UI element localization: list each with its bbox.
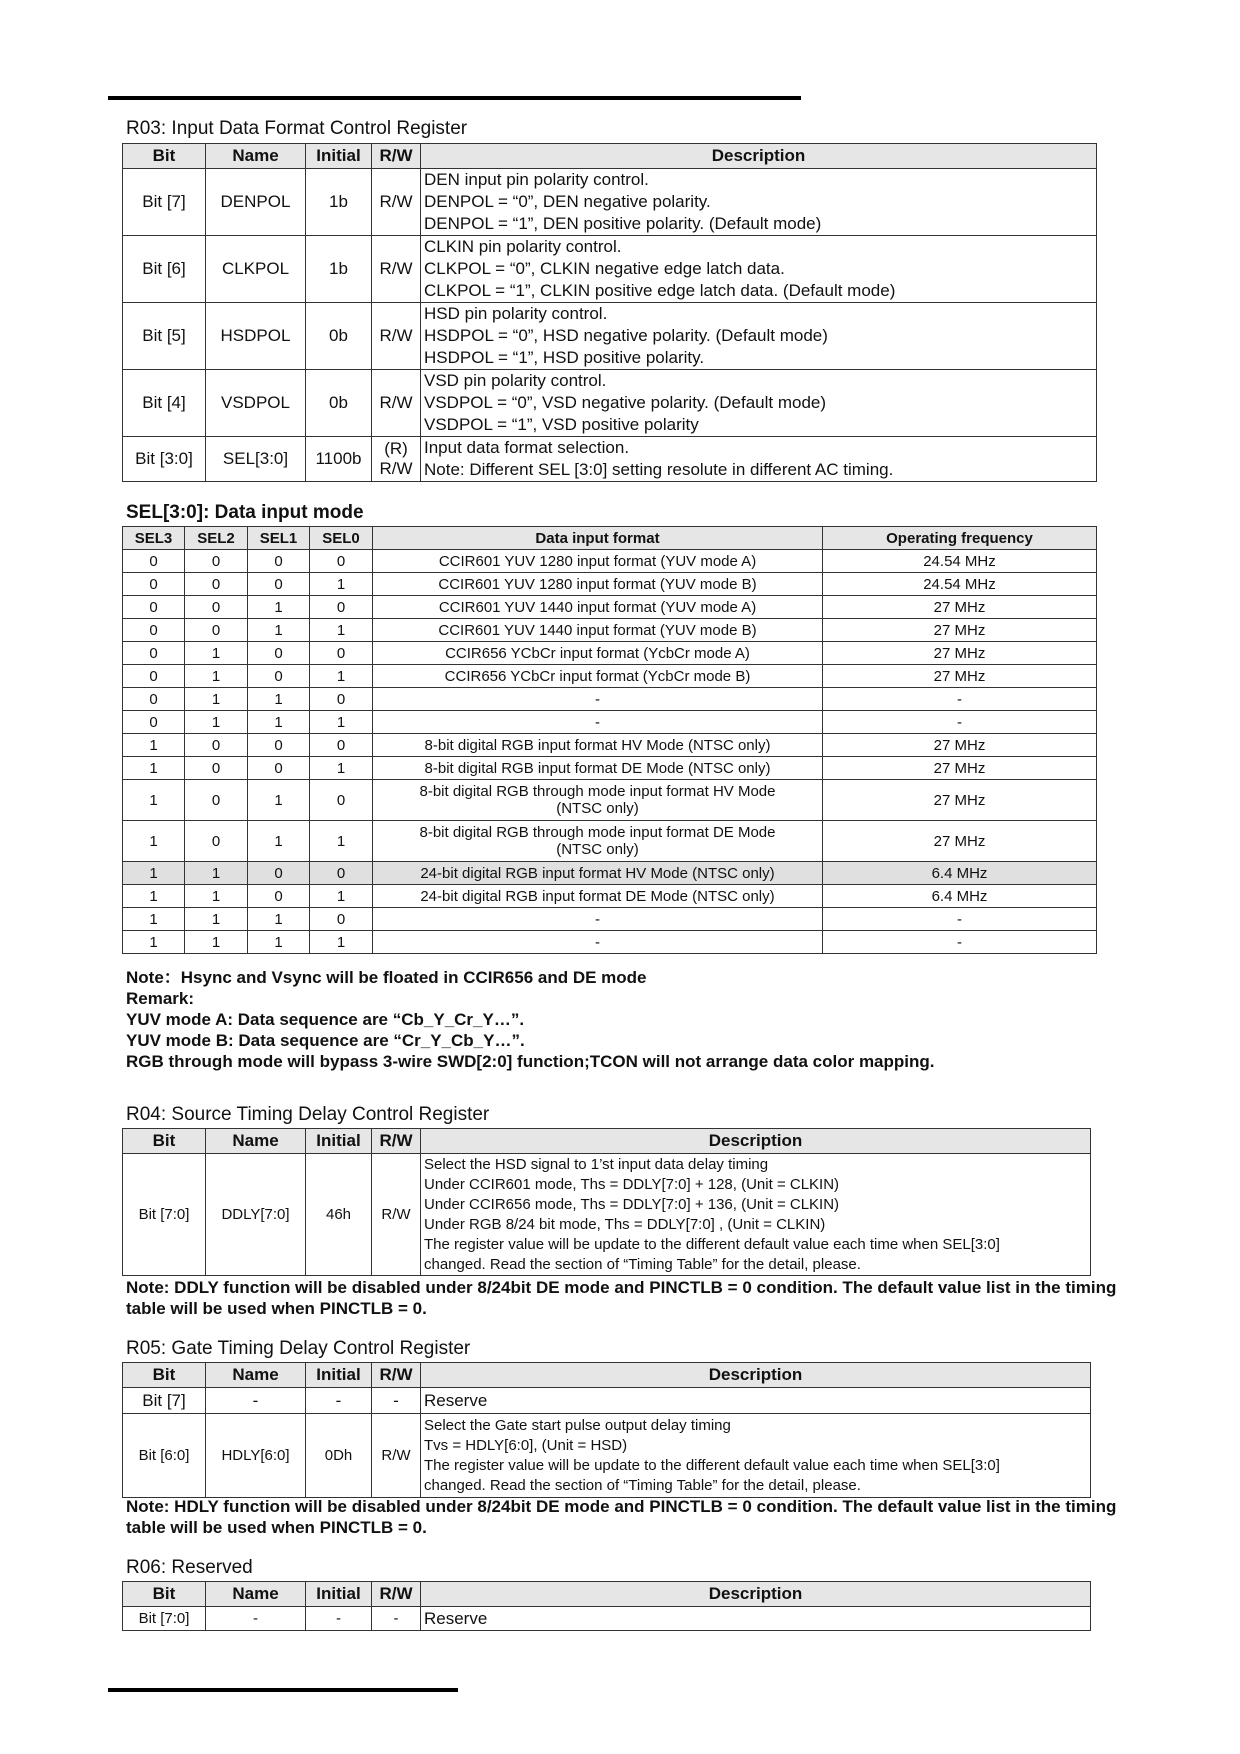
- cell-operating-frequency: -: [823, 688, 1097, 711]
- cell-operating-frequency: 6.4 MHz: [823, 885, 1097, 908]
- cell-sel0: 0: [310, 688, 373, 711]
- cell-sel0: 0: [310, 596, 373, 619]
- cell-sel3: 0: [123, 550, 185, 573]
- cell-sel3: 1: [123, 734, 185, 757]
- cell-bit: Bit [6:0]: [123, 1414, 206, 1498]
- cell-sel1: 1: [248, 596, 310, 619]
- cell-bit: Bit [7:0]: [123, 1154, 206, 1276]
- cell-bit: Bit [3:0]: [123, 437, 206, 482]
- cell-description-line: DEN input pin polarity control.: [424, 170, 649, 189]
- sel-row: [123, 619, 1097, 642]
- cell-description-line: HSD pin polarity control.: [424, 304, 608, 323]
- cell-sel0: 1: [310, 821, 373, 862]
- cell-data-input-format-line: -: [595, 713, 600, 731]
- cell-operating-frequency: -: [823, 711, 1097, 734]
- cell-data-input-format-line: CCIR601 YUV 1280 input format (YUV mode A): [438, 552, 757, 570]
- register-row: [123, 1154, 1091, 1276]
- sel-table: [122, 526, 1097, 954]
- header-name: Name: [206, 144, 306, 169]
- cell-sel0: 0: [310, 734, 373, 757]
- r04-note: [126, 1277, 1146, 1319]
- cell-data-input-format-line: (NTSC only): [556, 841, 639, 858]
- header-rw: R/W: [372, 144, 421, 169]
- cell-data-input-format-line: 24-bit digital RGB input format DE Mode (NTSC only): [420, 887, 775, 905]
- cell-description: [421, 1154, 1091, 1276]
- cell-operating-frequency: 27 MHz: [823, 734, 1097, 757]
- sel-row: [123, 862, 1097, 885]
- cell-data-input-format-line: 8-bit digital RGB input format HV Mode (NTSC only): [424, 736, 771, 754]
- register-row: [123, 370, 1097, 437]
- cell-rw: R/W: [372, 1414, 421, 1498]
- cell-data-input-format: [373, 780, 823, 821]
- cell-sel1: 0: [248, 757, 310, 780]
- cell-sel3: 1: [123, 862, 185, 885]
- cell-sel1: 1: [248, 780, 310, 821]
- cell-sel1: 1: [248, 931, 310, 954]
- cell-description: [421, 236, 1097, 303]
- cell-data-input-format-line: -: [595, 933, 600, 951]
- cell-data-input-format: [373, 642, 823, 665]
- sel-title: SEL[3:0]: Data input mode: [126, 502, 364, 523]
- cell-data-input-format-line: 8-bit digital RGB through mode input format DE Mode: [419, 824, 776, 841]
- cell-data-input-format-line: 8-bit digital RGB input format DE Mode (NTSC only): [424, 759, 771, 777]
- cell-sel2: 1: [185, 908, 248, 931]
- cell-data-input-format-line: (NTSC only): [556, 800, 639, 817]
- header-initial: Initial: [306, 1363, 372, 1388]
- header-initial: Initial: [306, 1582, 372, 1607]
- cell-operating-frequency: 24.54 MHz: [823, 573, 1097, 596]
- cell-sel1: 1: [248, 711, 310, 734]
- cell-operating-frequency: 27 MHz: [823, 596, 1097, 619]
- cell-sel2: 0: [185, 757, 248, 780]
- register-row: [123, 169, 1097, 236]
- cell-operating-frequency: -: [823, 931, 1097, 954]
- header-sel3: SEL3: [123, 527, 185, 550]
- sel-row: [123, 665, 1097, 688]
- r05-note: [126, 1496, 1146, 1538]
- cell-initial: 0Dh: [306, 1414, 372, 1498]
- cell-description-line: Input data format selection.: [424, 438, 630, 457]
- header-bit: Bit: [123, 1129, 206, 1154]
- cell-data-input-format-line: 24-bit digital RGB input format HV Mode (NTSC only): [420, 864, 775, 882]
- sel-row: [123, 757, 1097, 780]
- cell-data-input-format: [373, 757, 823, 780]
- r05-note-text: Note: HDLY function will be disabled under 8/24bit DE mode and PINCTLB = 0 condition. The default value list in the timing table will be used when PINCTLB = 0.: [126, 1497, 1117, 1537]
- cell-description-line: changed. Read the section of “Timing Table” for the detail, please.: [424, 1255, 861, 1273]
- cell-sel2: 1: [185, 642, 248, 665]
- r04-table: [122, 1128, 1091, 1276]
- cell-sel1: 1: [248, 688, 310, 711]
- cell-sel3: 0: [123, 596, 185, 619]
- cell-sel0: 1: [310, 711, 373, 734]
- cell-sel0: 0: [310, 642, 373, 665]
- sel-row: [123, 573, 1097, 596]
- cell-sel1: 0: [248, 734, 310, 757]
- top-rule: [108, 96, 801, 100]
- cell-operating-frequency: -: [823, 908, 1097, 931]
- r05-table: [122, 1362, 1091, 1498]
- cell-description-line: Select the Gate start pulse output delay timing: [424, 1416, 731, 1434]
- sel-row: [123, 550, 1097, 573]
- cell-bit: Bit [4]: [123, 370, 206, 437]
- cell-description-line: Tvs = HDLY[6:0], (Unit = HSD): [424, 1436, 628, 1454]
- cell-data-input-format: [373, 908, 823, 931]
- register-row: [123, 1388, 1091, 1414]
- r04-note-text: Note: DDLY function will be disabled under 8/24bit DE mode and PINCTLB = 0 condition. The default value list in the timing table will be used when PINCTLB = 0.: [126, 1278, 1117, 1318]
- cell-sel1: 0: [248, 550, 310, 573]
- cell-rw: R/W: [372, 169, 421, 236]
- register-row: [123, 236, 1097, 303]
- sel-row: [123, 688, 1097, 711]
- register-row: [123, 437, 1097, 482]
- cell-rw: -: [372, 1388, 421, 1414]
- cell-sel0: 1: [310, 885, 373, 908]
- header-description: Description: [421, 144, 1097, 169]
- cell-rw: R/W: [372, 1154, 421, 1276]
- cell-sel0: 1: [310, 931, 373, 954]
- cell-sel3: 0: [123, 711, 185, 734]
- cell-data-input-format-line: CCIR656 YCbCr input format (YcbCr mode A): [445, 644, 750, 662]
- cell-sel2: 1: [185, 931, 248, 954]
- cell-sel3: 1: [123, 821, 185, 862]
- cell-data-input-format-line: CCIR601 YUV 1280 input format (YUV mode B): [438, 575, 757, 593]
- cell-data-input-format-line: CCIR601 YUV 1440 input format (YUV mode A): [438, 598, 757, 616]
- header-bit: Bit: [123, 1363, 206, 1388]
- cell-description-line: Note: Different SEL [3:0] setting resolute in different AC timing.: [424, 460, 894, 479]
- cell-name: -: [206, 1607, 306, 1631]
- cell-description-line: VSDPOL = “0”, VSD negative polarity. (Default mode): [424, 393, 827, 412]
- header-rw: R/W: [372, 1363, 421, 1388]
- cell-description-line: CLKIN pin polarity control.: [424, 237, 622, 256]
- cell-sel3: 1: [123, 757, 185, 780]
- cell-description-line: VSDPOL = “1”, VSD positive polarity: [424, 415, 699, 434]
- cell-sel3: 1: [123, 908, 185, 931]
- sel-row: [123, 821, 1097, 862]
- cell-sel1: 0: [248, 862, 310, 885]
- cell-name: DDLY[7:0]: [206, 1154, 306, 1276]
- cell-sel2: 1: [185, 711, 248, 734]
- header-name: Name: [206, 1582, 306, 1607]
- cell-operating-frequency: 27 MHz: [823, 821, 1097, 862]
- cell-sel1: 1: [248, 821, 310, 862]
- cell-sel0: 1: [310, 573, 373, 596]
- header-sel2: SEL2: [185, 527, 248, 550]
- r05-title: R05: Gate Timing Delay Control Register: [126, 1338, 471, 1359]
- cell-data-input-format: [373, 550, 823, 573]
- cell-description: [421, 169, 1097, 236]
- bottom-rule: [108, 1688, 458, 1692]
- sel-row: [123, 596, 1097, 619]
- cell-sel1: 0: [248, 642, 310, 665]
- cell-bit: Bit [7]: [123, 169, 206, 236]
- cell-description-line: The register value will be update to the different default value each time when SEL[3:0]: [424, 1235, 1000, 1253]
- cell-operating-frequency: 27 MHz: [823, 642, 1097, 665]
- cell-name: SEL[3:0]: [206, 437, 306, 482]
- cell-description: [421, 1414, 1091, 1498]
- sel-notes: [126, 967, 935, 1072]
- cell-sel2: 1: [185, 885, 248, 908]
- cell-data-input-format-line: 8-bit digital RGB through mode input format HV Mode: [419, 783, 776, 800]
- r03-title: R03: Input Data Format Control Register: [126, 118, 468, 139]
- sel-row: [123, 885, 1097, 908]
- note-line: RGB through mode will bypass 3-wire SWD[2:0] function;TCON will not arrange data color mapping.: [126, 1052, 935, 1071]
- cell-sel2: 0: [185, 780, 248, 821]
- r03-table: [122, 143, 1097, 482]
- cell-data-input-format: [373, 862, 823, 885]
- cell-rw: [372, 437, 421, 482]
- cell-sel2: 0: [185, 573, 248, 596]
- cell-name: HSDPOL: [206, 303, 306, 370]
- r06-title: R06: Reserved: [126, 1557, 253, 1578]
- cell-initial: 0b: [306, 303, 372, 370]
- cell-description-line: Reserve: [424, 1390, 488, 1410]
- cell-sel0: 1: [310, 665, 373, 688]
- cell-data-input-format-line: CCIR656 YCbCr input format (YcbCr mode B): [444, 667, 751, 685]
- cell-rw: R/W: [372, 370, 421, 437]
- cell-data-input-format: [373, 619, 823, 642]
- cell-operating-frequency: 27 MHz: [823, 619, 1097, 642]
- header-bit: Bit: [123, 144, 206, 169]
- cell-name: -: [206, 1388, 306, 1414]
- header-description: Description: [421, 1363, 1091, 1388]
- cell-initial: -: [306, 1607, 372, 1631]
- cell-sel0: 1: [310, 757, 373, 780]
- header-name: Name: [206, 1363, 306, 1388]
- cell-initial: 1b: [306, 236, 372, 303]
- cell-sel1: 1: [248, 619, 310, 642]
- cell-sel3: 1: [123, 780, 185, 821]
- cell-sel2: 0: [185, 596, 248, 619]
- sel-row: [123, 780, 1097, 821]
- cell-operating-frequency: 24.54 MHz: [823, 550, 1097, 573]
- sel-row: [123, 931, 1097, 954]
- sel-row: [123, 908, 1097, 931]
- cell-rw: R/W: [372, 236, 421, 303]
- cell-data-input-format: [373, 688, 823, 711]
- cell-description: [421, 1388, 1091, 1414]
- cell-initial: -: [306, 1388, 372, 1414]
- cell-sel1: 0: [248, 665, 310, 688]
- cell-description-line: Under CCIR601 mode, Ths = DDLY[7:0] + 128, (Unit = CLKIN): [424, 1175, 840, 1193]
- cell-sel3: 1: [123, 931, 185, 954]
- cell-initial: 0b: [306, 370, 372, 437]
- header-rw: R/W: [372, 1582, 421, 1607]
- header-sel0: SEL0: [310, 527, 373, 550]
- cell-description-line: Under RGB 8/24 bit mode, Ths = DDLY[7:0] , (Unit = CLKIN): [424, 1215, 826, 1233]
- cell-description-line: CLKPOL = “0”, CLKIN negative edge latch data.: [424, 259, 785, 278]
- cell-operating-frequency: 27 MHz: [823, 757, 1097, 780]
- cell-bit: Bit [7:0]: [123, 1607, 206, 1631]
- cell-rw-line: (R): [384, 439, 408, 458]
- cell-description-line: CLKPOL = “1”, CLKIN positive edge latch data. (Default mode): [424, 281, 896, 300]
- sel-row: [123, 642, 1097, 665]
- cell-description-line: Under CCIR656 mode, Ths = DDLY[7:0] + 136, (Unit = CLKIN): [424, 1195, 840, 1213]
- register-row: [123, 1607, 1091, 1631]
- cell-data-input-format-line: CCIR601 YUV 1440 input format (YUV mode B): [438, 621, 757, 639]
- cell-sel1: 0: [248, 885, 310, 908]
- header-name: Name: [206, 1129, 306, 1154]
- cell-sel3: 0: [123, 665, 185, 688]
- cell-description: [421, 370, 1097, 437]
- cell-data-input-format-line: -: [595, 690, 600, 708]
- header-initial: Initial: [306, 144, 372, 169]
- cell-sel3: 0: [123, 642, 185, 665]
- header-initial: Initial: [306, 1129, 372, 1154]
- cell-sel2: 0: [185, 550, 248, 573]
- cell-data-input-format: [373, 931, 823, 954]
- cell-description-line: DENPOL = “1”, DEN positive polarity. (Default mode): [424, 214, 822, 233]
- cell-sel2: 0: [185, 734, 248, 757]
- cell-rw-line: R/W: [379, 459, 413, 478]
- cell-sel3: 0: [123, 619, 185, 642]
- note-line: Note：Hsync and Vsync will be floated in CCIR656 and DE mode: [126, 968, 647, 987]
- r06-table: [122, 1581, 1091, 1631]
- r04-title: R04: Source Timing Delay Control Register: [126, 1104, 490, 1125]
- cell-initial: 1b: [306, 169, 372, 236]
- header-description: Description: [421, 1129, 1091, 1154]
- cell-description-line: Select the HSD signal to 1’st input data delay timing: [424, 1155, 769, 1173]
- cell-bit: Bit [5]: [123, 303, 206, 370]
- header-data-input-format: Data input format: [373, 527, 823, 550]
- cell-name: CLKPOL: [206, 236, 306, 303]
- cell-data-input-format: [373, 734, 823, 757]
- cell-operating-frequency: 27 MHz: [823, 665, 1097, 688]
- note-line: YUV mode A: Data sequence are “Cb_Y_Cr_Y…”.: [126, 1010, 525, 1029]
- cell-name: VSDPOL: [206, 370, 306, 437]
- cell-sel2: 1: [185, 665, 248, 688]
- cell-sel0: 0: [310, 780, 373, 821]
- cell-data-input-format: [373, 665, 823, 688]
- cell-data-input-format: [373, 711, 823, 734]
- cell-data-input-format: [373, 596, 823, 619]
- cell-initial: 1100b: [306, 437, 372, 482]
- header-bit: Bit: [123, 1582, 206, 1607]
- sel-row: [123, 734, 1097, 757]
- cell-rw: R/W: [372, 303, 421, 370]
- cell-rw: -: [372, 1607, 421, 1631]
- note-line: Remark:: [126, 989, 195, 1008]
- cell-description-line: VSD pin polarity control.: [424, 371, 607, 390]
- cell-sel0: 0: [310, 908, 373, 931]
- cell-description: [421, 1607, 1091, 1631]
- cell-operating-frequency: 27 MHz: [823, 780, 1097, 821]
- header-sel1: SEL1: [248, 527, 310, 550]
- register-row: [123, 1414, 1091, 1498]
- cell-description-line: HSDPOL = “0”, HSD negative polarity. (Default mode): [424, 326, 828, 345]
- cell-sel2: 1: [185, 862, 248, 885]
- cell-sel3: 0: [123, 573, 185, 596]
- sel-row: [123, 711, 1097, 734]
- cell-description-line: changed. Read the section of “Timing Table” for the detail, please.: [424, 1476, 861, 1494]
- note-line: YUV mode B: Data sequence are “Cr_Y_Cb_Y…”.: [126, 1031, 525, 1050]
- cell-sel1: 1: [248, 908, 310, 931]
- cell-name: DENPOL: [206, 169, 306, 236]
- header-operating-frequency: Operating frequency: [823, 527, 1097, 550]
- register-row: [123, 303, 1097, 370]
- cell-sel2: 0: [185, 821, 248, 862]
- cell-description-line: The register value will be update to the different default value each time when SEL[3:0]: [424, 1456, 1000, 1474]
- header-description: Description: [421, 1582, 1091, 1607]
- cell-data-input-format: [373, 573, 823, 596]
- cell-sel2: 1: [185, 688, 248, 711]
- cell-operating-frequency: 6.4 MHz: [823, 862, 1097, 885]
- cell-data-input-format: [373, 885, 823, 908]
- cell-description-line: HSDPOL = “1”, HSD positive polarity.: [424, 348, 705, 367]
- cell-sel1: 0: [248, 573, 310, 596]
- cell-sel2: 0: [185, 619, 248, 642]
- cell-sel0: 0: [310, 862, 373, 885]
- cell-description: [421, 437, 1097, 482]
- cell-description: [421, 303, 1097, 370]
- cell-description-line: DENPOL = “0”, DEN negative polarity.: [424, 192, 711, 211]
- cell-description-line: Reserve: [424, 1608, 488, 1628]
- cell-sel0: 1: [310, 619, 373, 642]
- cell-sel3: 1: [123, 885, 185, 908]
- cell-name: HDLY[6:0]: [206, 1414, 306, 1498]
- cell-initial: 46h: [306, 1154, 372, 1276]
- cell-sel0: 0: [310, 550, 373, 573]
- cell-sel3: 0: [123, 688, 185, 711]
- header-rw: R/W: [372, 1129, 421, 1154]
- cell-bit: Bit [7]: [123, 1388, 206, 1414]
- cell-data-input-format-line: -: [595, 910, 600, 928]
- cell-bit: Bit [6]: [123, 236, 206, 303]
- cell-data-input-format: [373, 821, 823, 862]
